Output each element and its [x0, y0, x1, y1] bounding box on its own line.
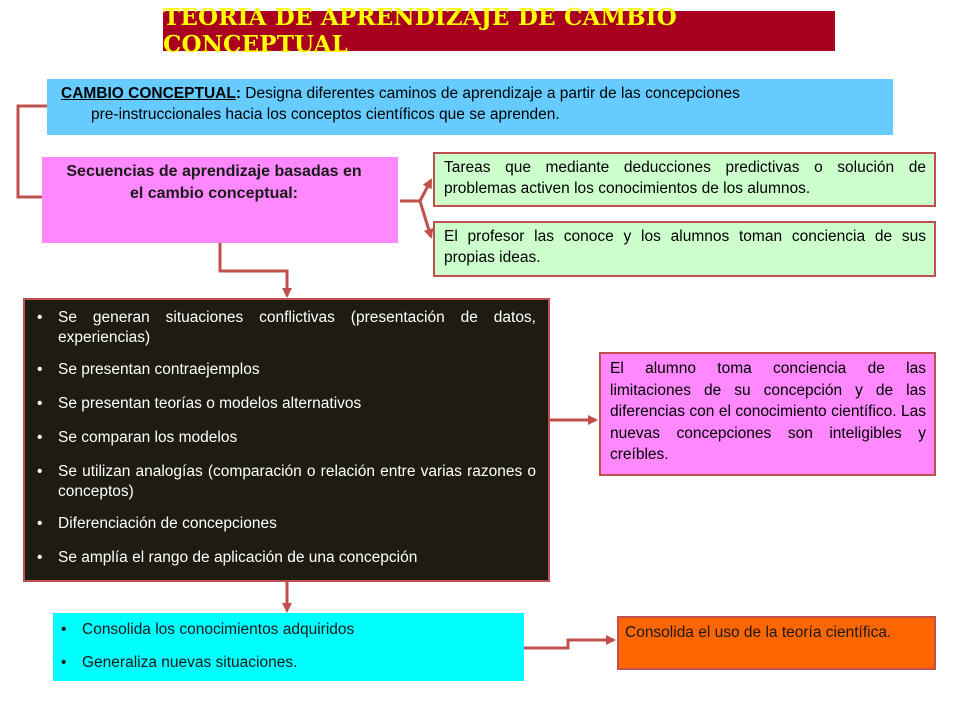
diagram-title: [163, 4, 835, 58]
list-item: • Se presentan teorías o modelos alternativos: [37, 394, 536, 414]
task-predictive-deductions-box: [433, 152, 936, 207]
conceptual-change-steps-box: [23, 298, 550, 582]
sequences-to-task1-arrow: [400, 180, 431, 201]
task-teacher-awareness-text: El profesor las conoce y los alumnos toman conciencia de sus propias ideas.: [444, 228, 926, 266]
definition-line-1: Designa diferentes caminos de aprendizaje a partir de las concepciones: [240, 85, 740, 102]
list-item: • Generaliza nuevas situaciones.: [61, 653, 514, 673]
task-predictive-deductions-text: Tareas que mediante deducciones predictivas o solución de problemas activen los conocimientos de los alumnos.: [444, 159, 926, 197]
sequences-to-steps-arrow: [220, 243, 287, 296]
scientific-theory-box: [617, 616, 936, 670]
definition-line-2: pre-instruccionales hacia los conceptos científicos que se aprenden.: [91, 106, 560, 123]
list-item: • Se generan situaciones conflictivas (presentación de datos, experiencias): [37, 308, 536, 348]
student-awareness-box: [599, 352, 936, 476]
task-teacher-awareness-box: [433, 221, 936, 277]
sequences-to-task2-arrow: [400, 201, 431, 237]
steps-list: [37, 308, 536, 568]
list-item: • Se comparan los modelos: [37, 428, 536, 448]
consolidation-box: [53, 613, 524, 681]
list-item: • Consolida los conocimientos adquiridos: [61, 620, 514, 640]
definition-colon: :: [235, 85, 241, 102]
learning-sequences-box: [42, 157, 398, 243]
list-item: • Se utilizan analogías (comparación o relación entre varias razones o conceptos): [37, 462, 536, 502]
scientific-theory-text: Consolida el uso de la teoría científica.: [625, 624, 892, 641]
consolidation-to-theory-arrow: [524, 640, 614, 648]
list-item: • Diferenciación de concepciones: [37, 514, 536, 534]
student-awareness-text: El alumno toma conciencia de las limitaciones de su concepción y de las diferencias con el conocimiento científico. Las nuevas concepciones son inteligibles y creíbles.: [610, 360, 926, 463]
learning-sequences-label: Secuencias de aprendizaje basadas en el cambio conceptual:: [66, 163, 362, 202]
list-item: • Se amplía el rango de aplicación de una concepción: [37, 548, 536, 568]
definition-term: CAMBIO CONCEPTUAL: [61, 85, 236, 102]
definition-box: [47, 79, 893, 135]
diagram-title-text: TEORIA DE APRENDIZAJE DE CAMBIO CONCEPTUAL: [163, 4, 677, 58]
consolidation-list: [61, 620, 514, 673]
list-item: • Se presentan contraejemplos: [37, 360, 536, 380]
